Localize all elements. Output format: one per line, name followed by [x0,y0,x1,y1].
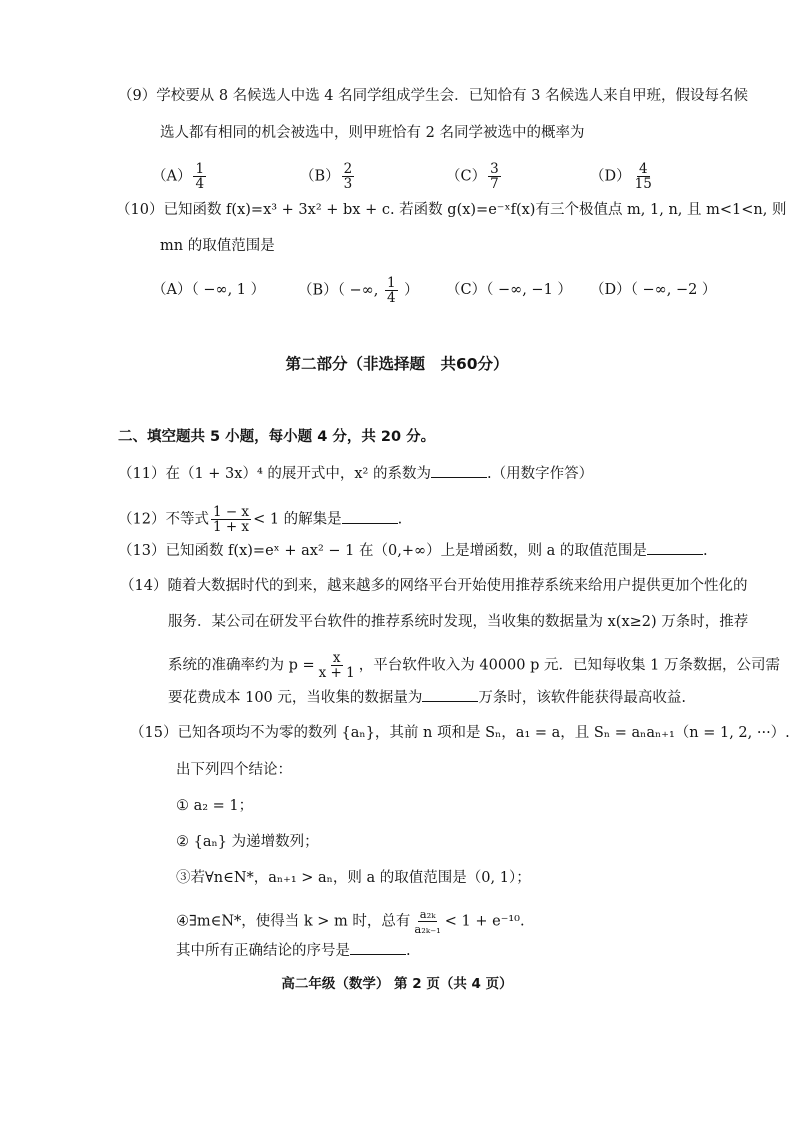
q11-answer-blank[interactable] [431,463,487,478]
q14-answer-blank[interactable] [422,687,478,702]
q12: （12）不等式 $\frac{1 - x}{1 + x}$ < 1 的解集是 . [118,504,403,535]
q11 [118,463,593,483]
q10-text-2: mn 的取值范围是 [160,238,275,254]
q9-option-b: （B） $\frac{2}{3}$ [300,161,353,192]
q12-number: （12） [118,511,166,528]
q10-option-d: （D）（ −∞, −2 ） [590,282,717,298]
q10-option-b: （B）（ −∞, $\frac{1}{4}$ ） [298,275,419,306]
q13: （13）已知函数 f(x)=eˣ + ax² − 1 在（0,+∞）上是增函数，则 a 的取值范围是 . [118,540,708,560]
q15-number: （15） [130,725,178,741]
q14-line3: 系统的准确率约为 p = $\frac{x}{x + 1}$ ，平台软件收入为 40000 p 元．已知每收集 1 万条数据，公司需 [168,650,780,681]
q10-option-a: （A）（ −∞, 1 ） [152,282,266,298]
q9-number: （9） [118,88,157,104]
q10-option-c: （C）（ −∞, −1 ） [446,282,572,298]
section-two-title: 二、填空题共 5 小题，每小题 4 分，共 20 分。 [118,429,436,445]
q15-conclusion-3: ③若∀n∈N*，aₙ₊₁ > aₙ，则 a 的取值范围是（0, 1）； [176,870,531,886]
q11-number: （11） [118,466,166,482]
q15-fraction: $\frac{\text{a₂ₖ}}{\text{a₂ₖ₋₁}}$ [414,907,441,936]
q12-answer-blank[interactable] [342,509,398,524]
q15-conclusion-4: ④∃m∈N*，使得当 k > m 时，总有 $\frac{\text{a₂ₖ}}{\text{a₂ₖ₋₁}}$ < 1 + e⁻¹⁰. [176,907,525,936]
q14-fraction: $\frac{x}{x + 1}$ [318,650,355,681]
q13-answer-blank[interactable] [647,540,703,555]
q13-number: （13） [118,543,166,559]
q15-line2: 出下列四个结论： [176,762,292,778]
q9-option-c: （C） $\frac{3}{7}$ [446,161,499,192]
q10-text-1: 已知函数 f(x)=x³ + 3x² + bx + c. 若函数 g(x)=e⁻ˣf(x)有三个极值点 m, 1, n, 且 m<1<n, 则 [163,202,787,218]
page-footer: 高二年级（数学） 第 2 页（共 4 页） [281,976,513,992]
q14-line1: （14）随着大数据时代的到来，越来越多的网络平台开始使用推荐系统来给用户提供更加个性化的 [120,578,748,594]
q12-fraction: $\frac{1 - x}{1 + x}$ [212,504,250,535]
part-two-title: 第二部分（非选择题 共60分） [285,355,509,373]
q11-text: 在（1 + 3x）⁴ 的展开式中，x² 的系数为 [165,466,431,482]
q15-line1: （15）已知各项均不为零的数列 {aₙ}，其前 n 项和是 Sₙ，a₁ = a，且 Sₙ = aₙaₙ₊₁（n = 1, 2, ···）. [130,725,790,741]
q14-line2: 服务．某公司在研发平台软件的推荐系统时发现，当收集的数据量为 x(x≥2) 万条时，推荐 [168,614,749,630]
q9-text-2: 选人都有相同的机会被选中，则甲班恰有 2 名同学被选中的概率为 [160,125,585,141]
q10-number: （10） [116,202,164,218]
q9-option-a: （A） $\frac{1}{4}$ [152,161,205,192]
q9-line1 [118,87,748,105]
q15-final: 其中所有正确结论的序号是 . [176,940,411,960]
q10-line1 [116,201,786,219]
q9-text-1: 学校要从 8 名候选人中选 4 名同学组成学生会．已知恰有 3 名候选人来自甲班，假设每名候 [156,88,749,104]
q15-answer-blank[interactable] [350,940,406,955]
q14-line4: 要花费成本 100 元，当收集的数据量为 万条时，该软件能获得最高收益. [168,687,686,707]
q9-option-d: （D） $\frac{4}{15}$ [590,161,652,192]
q11-tail: .（用数字作答） [486,466,594,482]
q14-number: （14） [120,578,168,594]
q15-conclusion-1: ① a₂ = 1； [176,798,254,814]
q15-conclusion-2: ② {aₙ} 为递增数列； [176,834,319,850]
